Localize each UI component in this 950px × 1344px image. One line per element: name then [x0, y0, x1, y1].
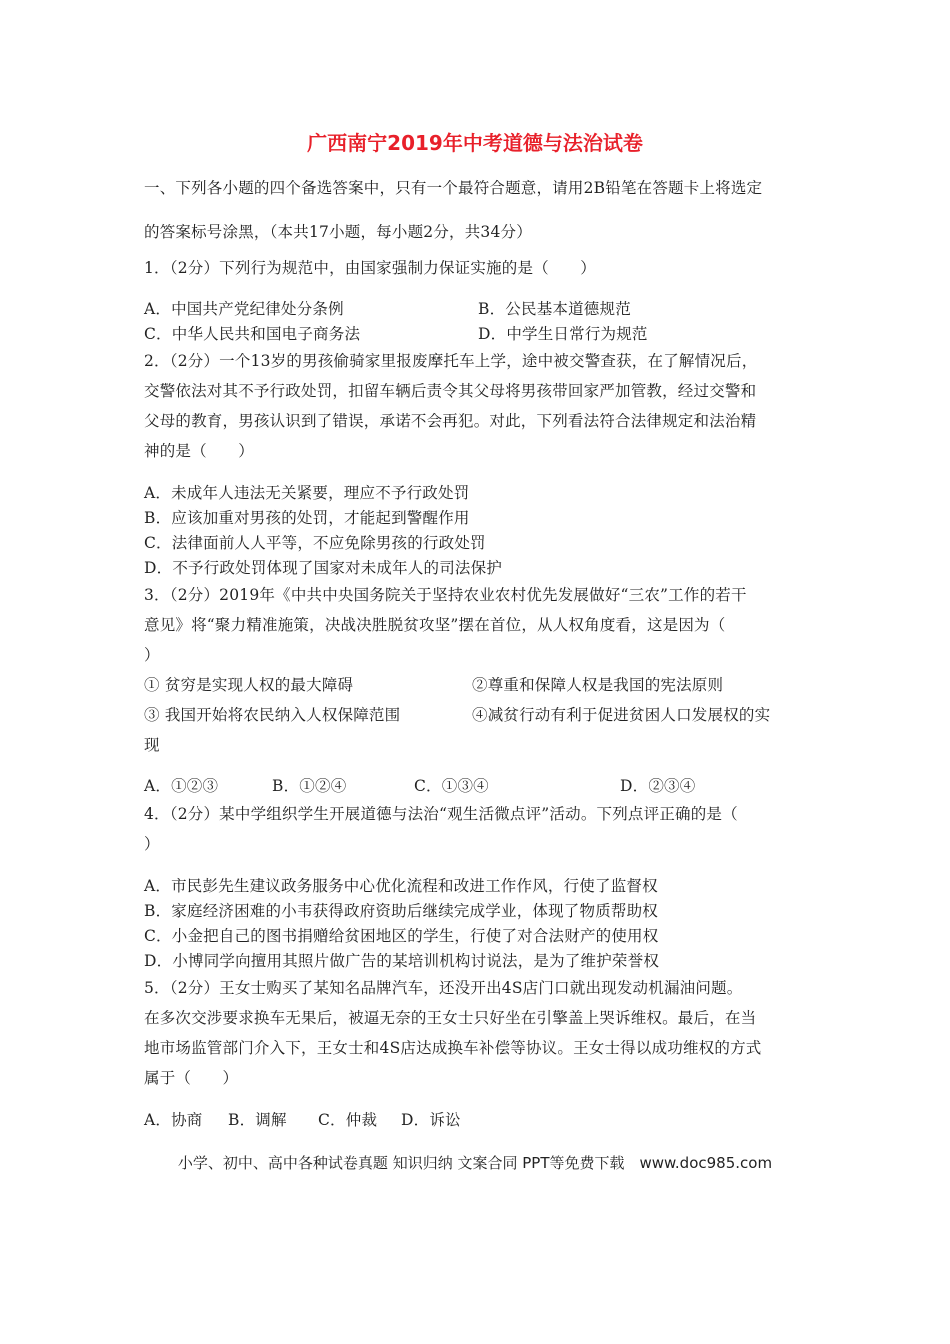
- question-3-stem-line-1: 3．（2分）2019年《中共中央国务院关于坚持农业农村优先发展做好“三农”工作的若干: [144, 586, 747, 604]
- question-5-option-a: A．协商: [144, 1111, 203, 1129]
- question-5-stem-line-2: 在多次交涉要求换车无果后，被逼无奈的王女士只好坐在引擎盖上哭诉维权。最后，在当: [144, 1009, 757, 1027]
- question-3-stem-line-3: ）: [144, 646, 160, 664]
- question-5-option-c: C．仲裁: [318, 1111, 378, 1129]
- question-3-statement-2: ②尊重和保障人权是我国的宪法原则: [472, 676, 724, 694]
- question-3-stem-line-2: 意见》将“聚力精准施策，决战决胜脱贫攻坚”摆在首位，从人权角度看，这是因为（: [144, 616, 726, 634]
- question-1-option-c: C．中华人民共和国电子商务法: [144, 325, 361, 343]
- question-1-option-d: D．中学生日常行为规范: [478, 325, 648, 343]
- question-1-stem: 1．（2分）下列行为规范中，由国家强制力保证实施的是（ ）: [144, 259, 596, 277]
- question-3-statement-1: ① 贫穷是实现人权的最大障碍: [144, 676, 354, 694]
- question-2-stem-line-3: 父母的教育，男孩认识到了错误，承诺不会再犯。对此，下列看法符合法律规定和法治精: [144, 412, 757, 430]
- question-5-option-d: D．诉讼: [401, 1111, 461, 1129]
- question-1-option-a: A．中国共产党纪律处分条例: [144, 300, 344, 318]
- page-title: 广西南宁2019年中考道德与法治试卷: [307, 131, 643, 155]
- question-2-option-a: A．未成年人违法无关紧要，理应不予行政处罚: [144, 484, 470, 502]
- question-1-option-b: B．公民基本道德规范: [478, 300, 631, 318]
- question-3-statement-4: ④减贫行动有利于促进贫困人口发展权的实: [472, 706, 771, 724]
- question-2-option-b: B．应该加重对男孩的处罚，才能起到警醒作用: [144, 509, 470, 527]
- question-3-option-d: D．②③④: [620, 777, 696, 795]
- question-5-stem-line-1: 5．（2分）王女士购买了某知名品牌汽车，还没开出4S店门口就出现发动机漏油问题。: [144, 979, 743, 997]
- section-instruction-line-2: 的答案标号涂黑，（本共17小题，每小题2分，共34分）: [144, 223, 532, 241]
- section-instruction-line-1: 一、下列各小题的四个备选答案中，只有一个最符合题意，请用2B铅笔在答题卡上将选定: [144, 179, 763, 197]
- question-2-option-d: D．不予行政处罚体现了国家对未成年人的司法保护: [144, 559, 503, 577]
- question-4-option-a: A．市民彭先生建议政务服务中心优化流程和改进工作作风，行使了监督权: [144, 877, 658, 895]
- question-4-stem-line-1: 4．（2分）某中学组织学生开展道德与法治“观生活微点评”活动。下列点评正确的是（: [144, 805, 738, 823]
- question-2-option-c: C．法律面前人人平等，不应免除男孩的行政处罚: [144, 534, 486, 552]
- question-3-option-c: C．①③④: [414, 777, 489, 795]
- question-2-stem-line-2: 交警依法对其不予行政处罚，扣留车辆后责令其父母将男孩带回家严加管教，经过交警和: [144, 382, 757, 400]
- question-5-stem-line-3: 地市场监管部门介入下，王女士和4S店达成换车补偿等协议。王女士得以成功维权的方式: [144, 1039, 762, 1057]
- question-5-stem-line-4: 属于（ ）: [144, 1069, 239, 1087]
- question-4-option-c: C．小金把自己的图书捐赠给贫困地区的学生，行使了对合法财产的使用权: [144, 927, 659, 945]
- question-3-statement-3: ③ 我国开始将农民纳入人权保障范围: [144, 706, 401, 724]
- question-4-option-d: D．小博同学向擅用其照片做广告的某培训机构讨说法，是为了维护荣誉权: [144, 952, 660, 970]
- question-2-stem-line-4: 神的是（ ）: [144, 442, 254, 460]
- question-4-stem-line-2: ）: [144, 835, 160, 853]
- question-3-option-b: B．①②④: [272, 777, 347, 795]
- question-3-option-a: A．①②③: [144, 777, 219, 795]
- question-3-statement-4-continued: 现: [144, 736, 160, 754]
- download-footer: 小学、初中、高中各种试卷真题 知识归纳 文案合同 PPT等免费下载 www.doc985.com: [177, 1154, 773, 1172]
- question-5-option-b: B．调解: [228, 1111, 287, 1129]
- question-2-stem-line-1: 2．（2分）一个13岁的男孩偷骑家里报废摩托车上学，途中被交警查获，在了解情况后，: [144, 352, 758, 370]
- question-4-option-b: B．家庭经济困难的小韦获得政府资助后继续完成学业，体现了物质帮助权: [144, 902, 658, 920]
